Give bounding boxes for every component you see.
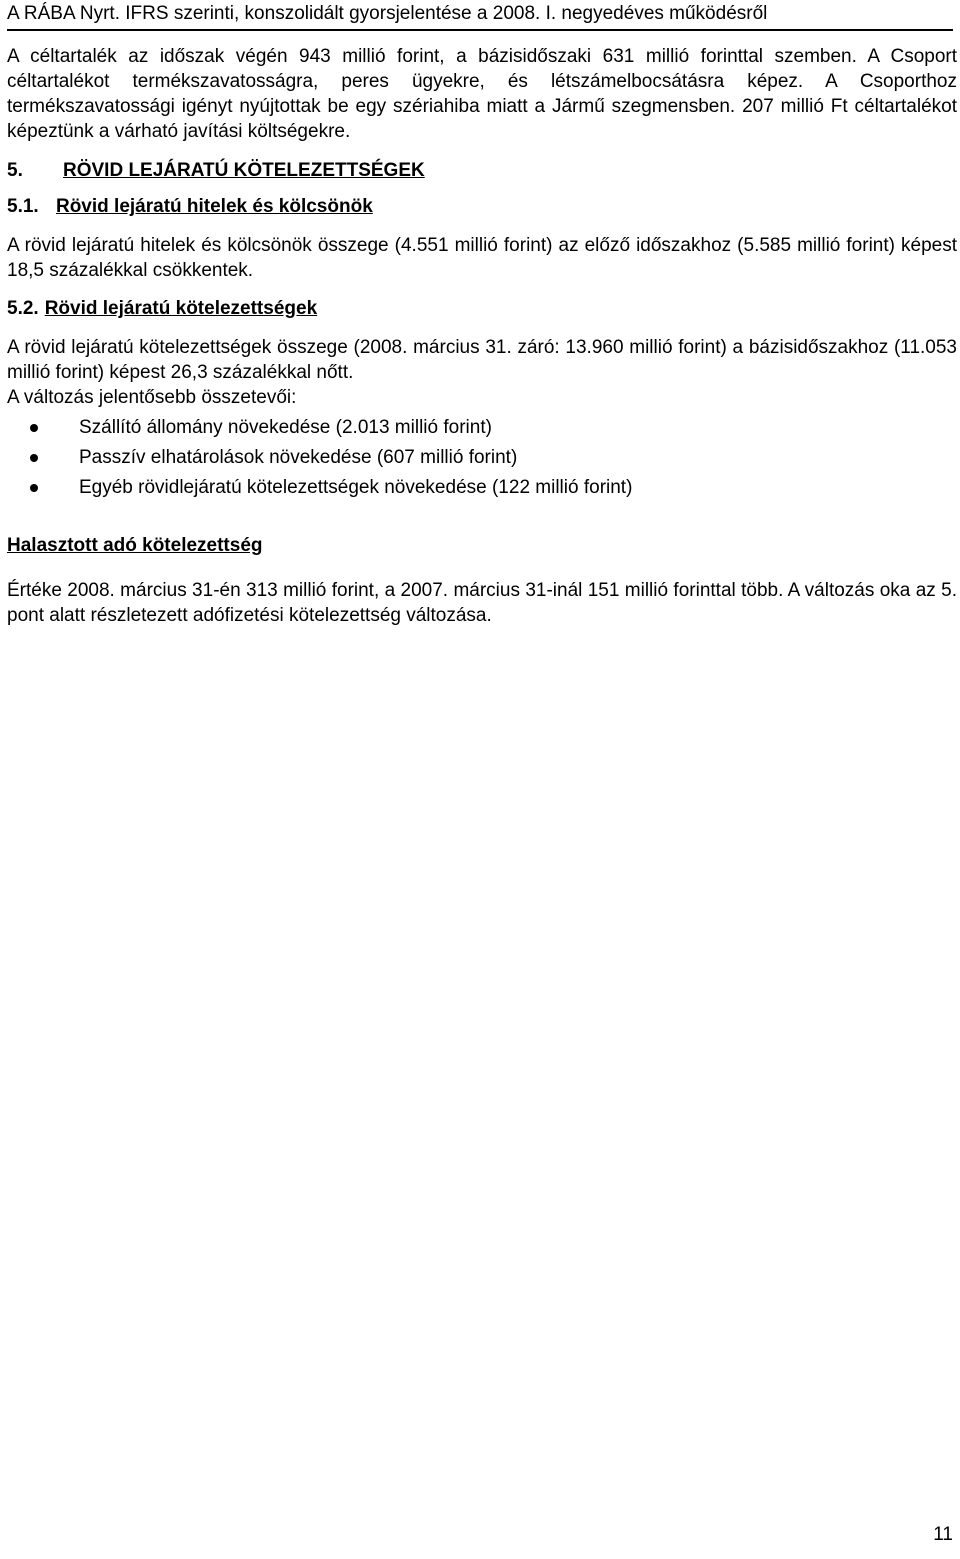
components-list (7, 413, 957, 503)
list-item (7, 473, 957, 503)
section-5-1-number: 5.1. (7, 196, 39, 217)
list-item (7, 443, 957, 473)
page-number: 11 (933, 1524, 953, 1545)
deferred-tax-title: Halasztott adó kötelezettség (7, 535, 263, 556)
bullet-icon (30, 424, 38, 432)
section-5-number: 5. (7, 160, 23, 181)
deferred-tax-text: Értéke 2008. március 31-én 313 millió forint, a 2007. március 31-inál 151 millió forinttal több. A változás oka az 5. pont alatt részletezett adófizetési kötelezettség változása. (7, 580, 957, 626)
list-item (7, 413, 957, 443)
list-item-text: Szállító állomány növekedése (2.013 millió forint) (79, 417, 492, 438)
section-5-title: RÖVID LEJÁRATÚ KÖTELEZETTSÉGEK (63, 160, 425, 181)
bullet-icon (30, 454, 38, 462)
intro-paragraph: A céltartalék az időszak végén 943 millió forint, a bázisidőszaki 631 millió forinttal szemben. A Csoport céltartalékot termékszavatosságra, peres ügyekre, és létszámelbocsátásra képez. A Csoporthoz termékszavatossági igényt nyújtottak be egy szériahiba miatt a Jármű szegmensben. 207 millió Ft céltartalékot képeztünk a várható javítási költségekre. (7, 46, 957, 142)
section-5-1-text: A rövid lejáratú hitelek és kölcsönök összege (4.551 millió forint) az előző időszakhoz (5.585 millió forint) képest 18,5 százalékkal csökkentek. (7, 235, 957, 281)
bullet-icon (30, 484, 38, 492)
section-5-1-heading (7, 194, 957, 219)
page-header (7, 3, 953, 31)
section-5-2-number: 5.2. (7, 298, 39, 319)
section-5-2-text: A rövid lejáratú kötelezettségek összege (2008. március 31. záró: 13.960 millió forint) a bázisidőszakhoz (11.053 millió forint) képest 26,3 százalékkal nőtt. (7, 337, 957, 383)
section-5-2-title: Rövid lejáratú kötelezettségek (44, 298, 318, 319)
header-title: A RÁBA Nyrt. IFRS szerinti, konszolidált gyorsjelentése a 2008. I. negyedéves működésről (7, 3, 768, 24)
document-body (7, 44, 957, 628)
section-5-2-heading (7, 296, 957, 321)
section-5-1-title: Rövid lejáratú hitelek és kölcsönök (55, 196, 373, 217)
section-5-heading (7, 158, 957, 183)
list-item-text: Passzív elhatárolások növekedése (607 millió forint) (79, 447, 518, 468)
list-item-text: Egyéb rövidlejáratú kötelezettségek növekedése (122 millió forint) (79, 477, 633, 498)
deferred-tax-heading (7, 533, 957, 558)
components-intro: A változás jelentősebb összetevői: (7, 387, 297, 408)
